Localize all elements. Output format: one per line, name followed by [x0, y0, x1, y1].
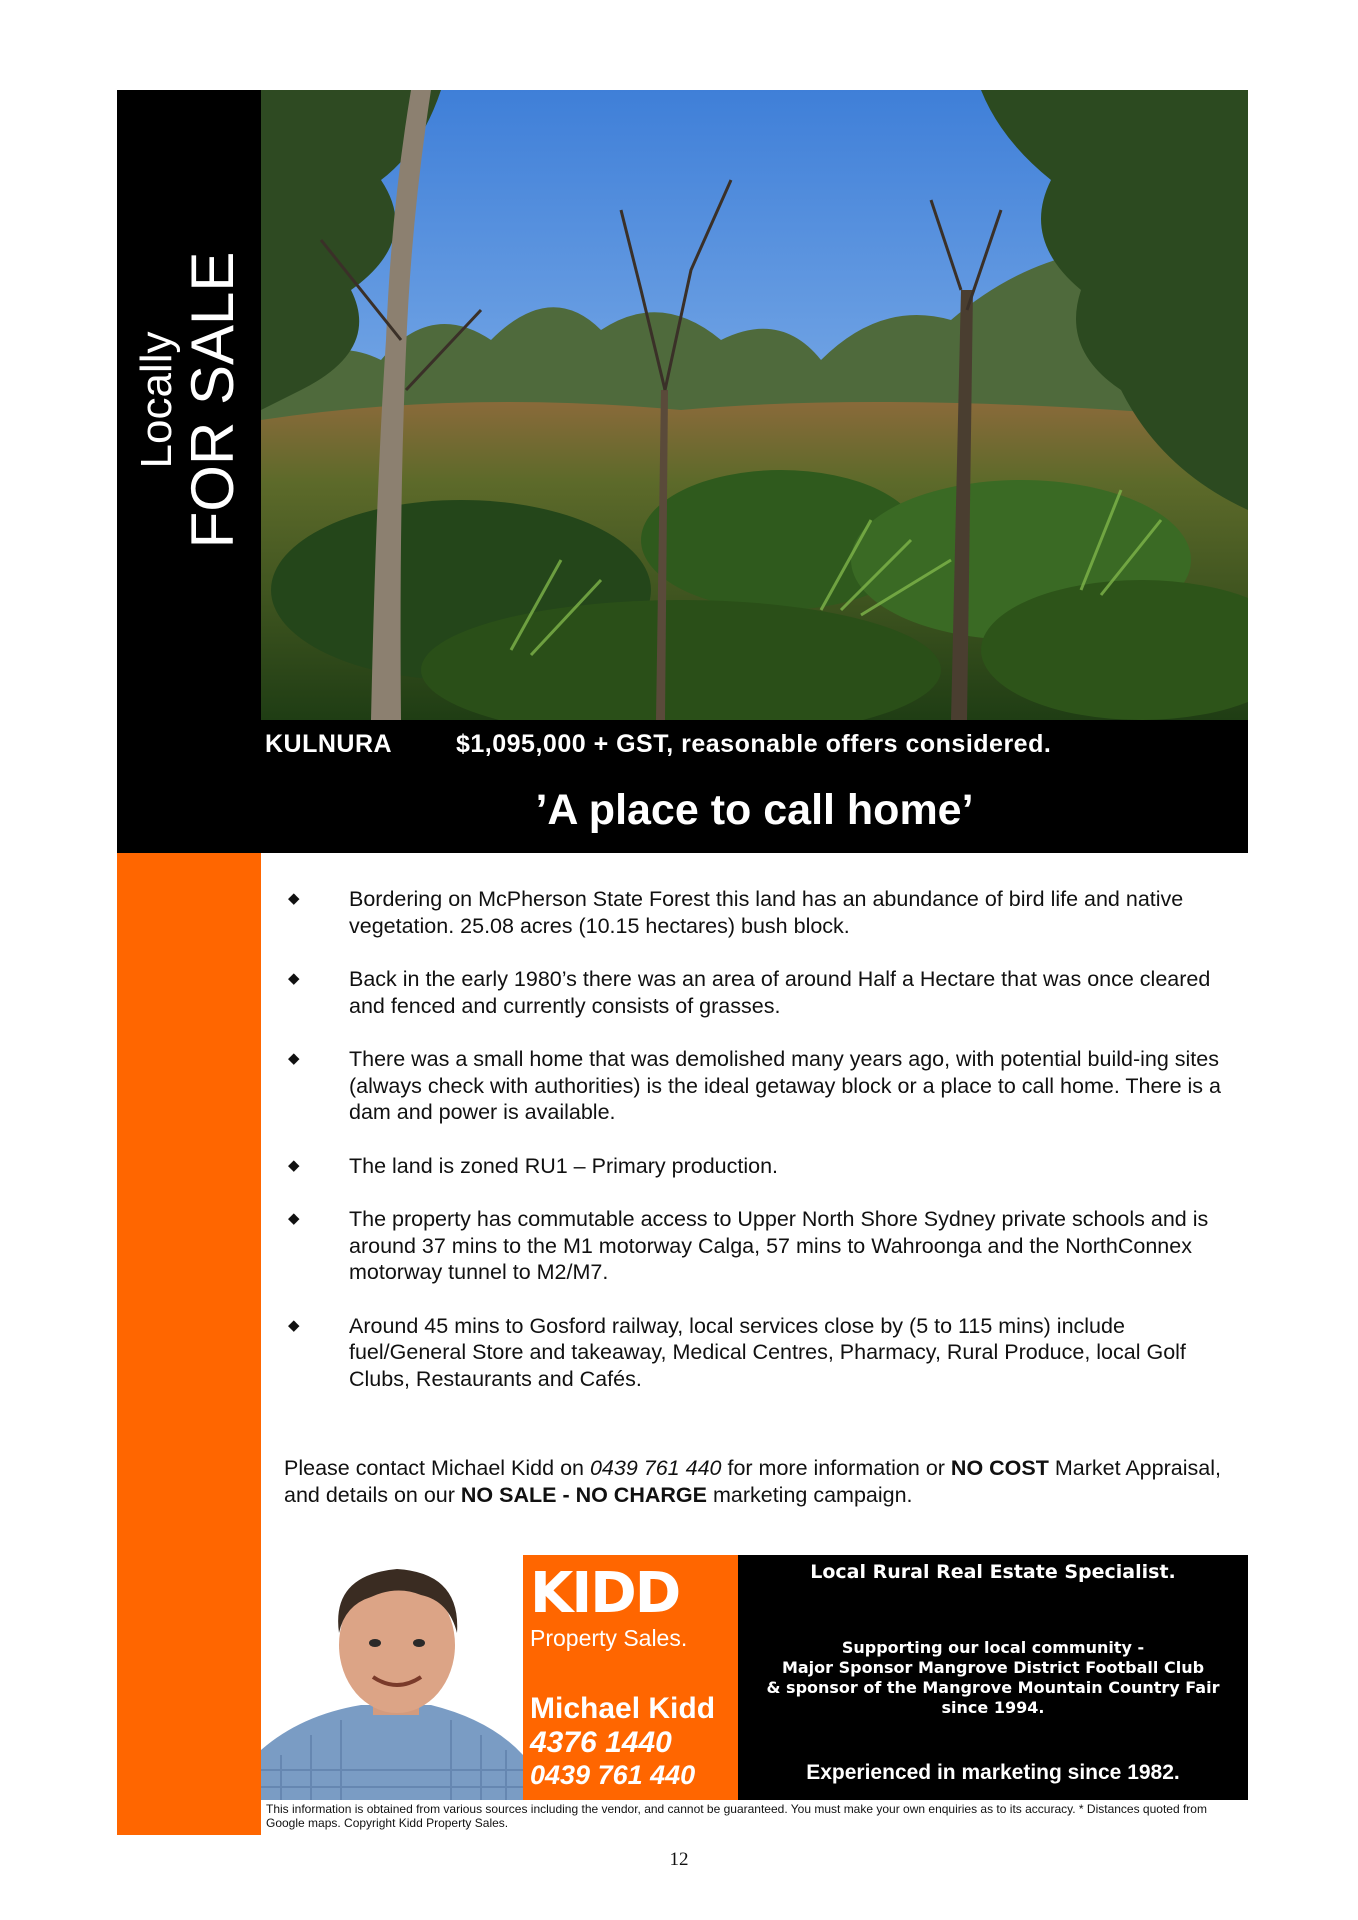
price-label: $1,095,000 + GST, reasonable offers considered. — [456, 730, 1052, 758]
list-item — [284, 1206, 1244, 1286]
list-item-text: Around 45 mins to Gosford railway, local services close by (5 to 115 mins) include fuel/General Store and takeaway, Medical Centres, Pharmacy, Rural Produce, local Golf Clubs, Restaurants and Cafés. — [349, 1313, 1186, 1391]
sponsorship-line: Supporting our local community - — [841, 1638, 1145, 1657]
list-item — [284, 1046, 1244, 1126]
side-banner-line2: FOR SALE — [179, 251, 246, 549]
diamond-bullet-icon: ◆ — [288, 1156, 300, 1174]
tagline: ’A place to call home’ — [535, 786, 974, 834]
diamond-bullet-icon: ◆ — [288, 1210, 300, 1227]
diamond-bullet-icon: ◆ — [288, 1050, 300, 1067]
brand-subtitle: Property Sales. — [530, 1625, 688, 1651]
list-item — [284, 1313, 1244, 1393]
disclaimer: This information is obtained from various sources including the vendor, and cannot be guaranteed. You must make your own enquiries as to its accuracy. * Distances quoted from Google maps. Copyright Kidd Property Sales. — [266, 1802, 1207, 1830]
brand-logo: KIDD — [530, 1561, 680, 1626]
list-item — [284, 886, 1244, 939]
list-item-text: Back in the early 1980’s there was an area of around Half a Hectare that was once cleared and fenced and currently consists of grasses. — [349, 967, 1211, 1018]
list-item-text: The property has commutable access to Upper North Shore Sydney private schools and is around 37 mins to the M1 motorway Calga, 57 mins to Wahroonga and the NorthConnex motorway tunnel to M2/M7. — [349, 1207, 1209, 1284]
diamond-bullet-icon: ◆ — [288, 970, 300, 987]
diamond-bullet-icon: ◆ — [288, 1316, 300, 1334]
location-label: KULNURA — [265, 730, 393, 758]
feature-list — [284, 886, 1244, 1419]
diamond-bullet-icon: ◆ — [288, 890, 300, 907]
list-item-text: Bordering on McPherson State Forest this land has an abundance of bird life and native vegetation. 25.08 acres (10.15 hectares) bush block. — [349, 887, 1184, 938]
agent-portrait — [261, 1555, 523, 1800]
side-banner-line1: Locally — [132, 331, 181, 469]
agent-name: Michael Kidd — [530, 1692, 716, 1725]
list-item — [284, 1153, 1244, 1180]
no-cost-emphasis: NO COST — [950, 1456, 1049, 1480]
contact-phone: 0439 761 440 — [589, 1456, 722, 1480]
contact-text: for more information or — [721, 1456, 951, 1480]
caption-band — [261, 720, 1248, 853]
no-sale-no-charge-emphasis: NO SALE - NO CHARGE — [460, 1482, 707, 1507]
list-item-text: There was a small home that was demolished many years ago, with potential build-ing sites (always check with authorities) is the ideal getaway block or a place to call home. There is a dam and power is available. — [349, 1047, 1221, 1124]
contact-paragraph — [284, 1455, 1244, 1508]
bush-land-photo — [261, 90, 1248, 720]
sponsorship-line: & sponsor of the Mangrove Mountain Country Fair — [766, 1678, 1220, 1697]
office-phone: 4376 1440 — [530, 1726, 672, 1759]
specialist-heading: Local Rural Real Estate Specialist. — [810, 1561, 1176, 1583]
list-item — [284, 966, 1244, 1019]
sponsorship-line: since 1994. — [941, 1698, 1045, 1717]
sponsorship-line: Major Sponsor Mangrove District Football Club — [781, 1658, 1205, 1677]
contact-text: Please contact Michael Kidd on — [284, 1456, 590, 1480]
sponsorship-text — [738, 1638, 1248, 1718]
page-number: 12 — [669, 1849, 689, 1870]
contact-text: Market Appraisal, and details on our — [284, 1456, 1221, 1507]
contact-text: marketing campaign. — [706, 1482, 913, 1507]
mobile-phone: 0439 761 440 — [530, 1760, 696, 1790]
brand-block — [523, 1555, 738, 1800]
experience-text: Experienced in marketing since 1982. — [806, 1761, 1180, 1784]
info-block — [738, 1555, 1248, 1800]
list-item-text: The land is zoned RU1 – Primary production. — [349, 1153, 779, 1178]
side-orange-strip — [117, 853, 261, 1835]
